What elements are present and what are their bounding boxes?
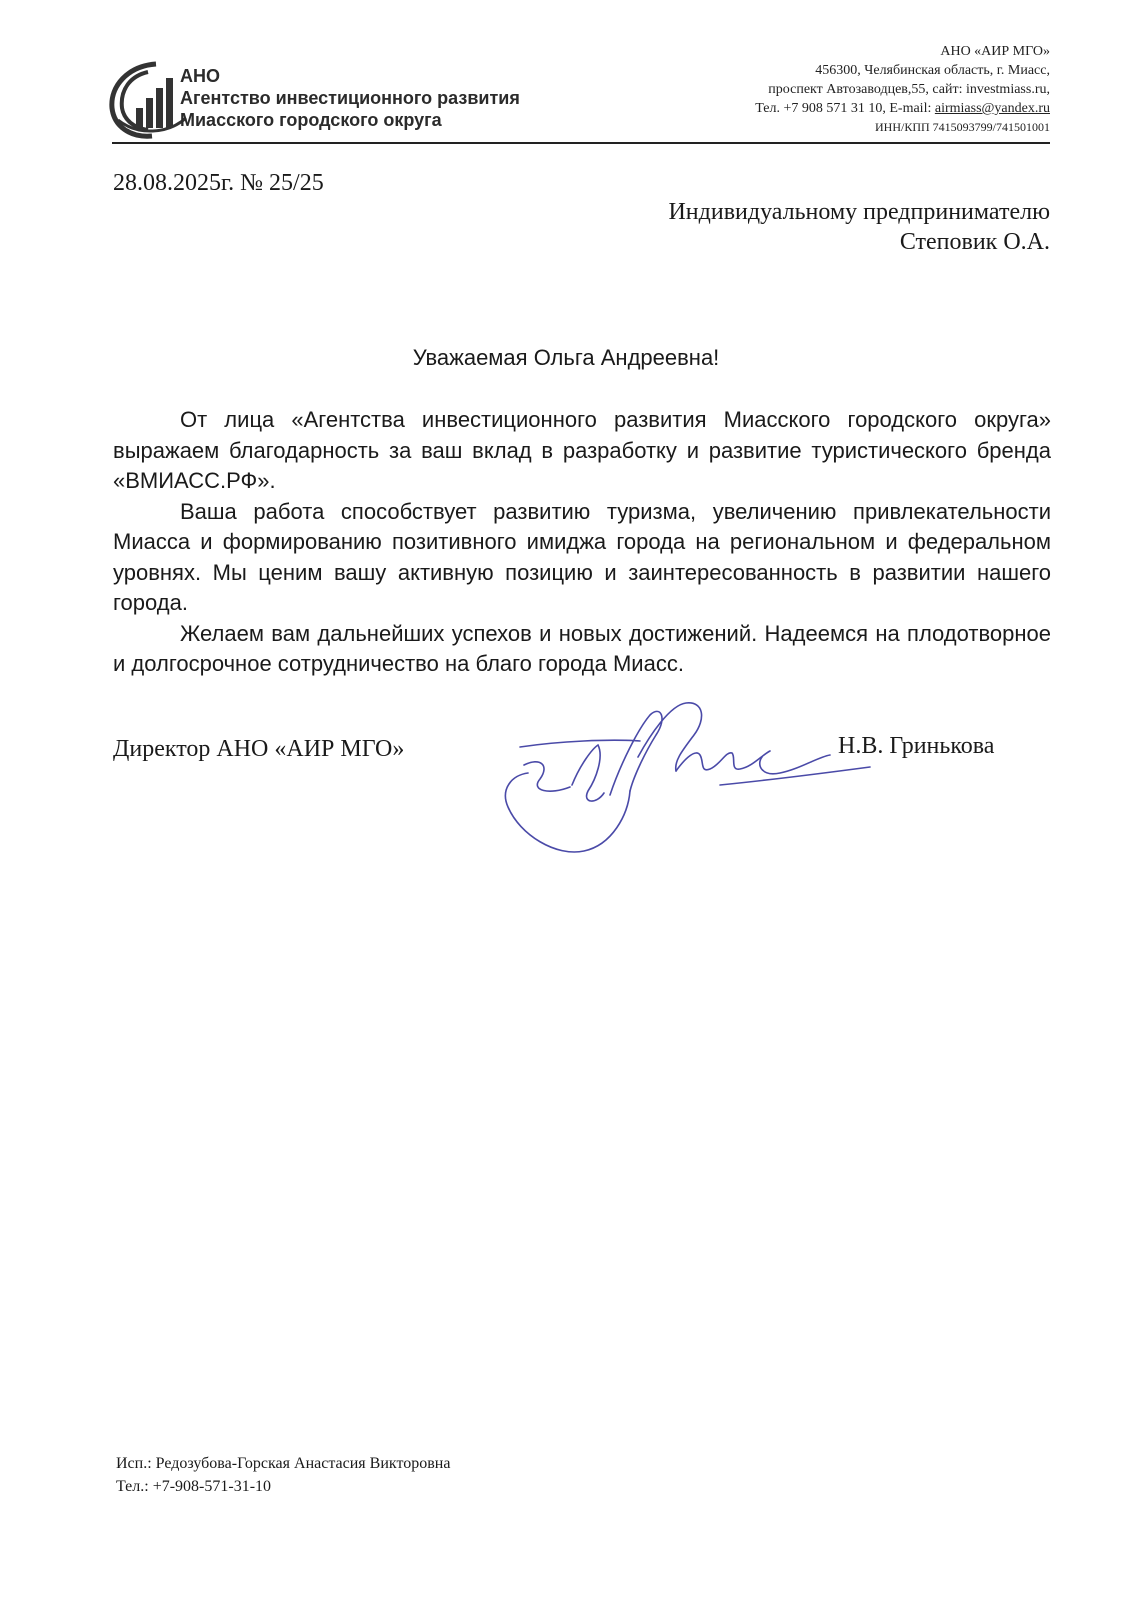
executor-block: [116, 1452, 450, 1498]
letterhead-divider: [112, 142, 1050, 144]
organization-name: [180, 66, 520, 131]
req-phone: Тел. +7 908 571 31 10, E-mail:: [755, 101, 935, 116]
signer-role: Директор АНО «АИР МГО»: [113, 736, 405, 762]
req-inn: ИНН/КПП 7415093799/741501001: [874, 120, 1050, 134]
org-line-2: Миасского городского округа: [180, 110, 442, 130]
signer-name: Н.В. Гринькова: [838, 733, 995, 759]
req-name: АНО «АИР МГО»: [940, 44, 1050, 59]
req-address-2: проспект Автозаводцев,55, сайт: investmiass.ru,: [768, 82, 1050, 97]
date-number: 28.08.2025г. № 25/25: [113, 170, 324, 196]
greeting: Уважаемая Ольга Андреевна!: [412, 345, 720, 370]
letter-body: [113, 405, 1051, 680]
paragraph: От лица «Агентства инвестиционного развития Миасского городского округа» выражаем благодарность за ваш вклад в разработку и развитие туристического бренда «ВМИАСС.РФ».: [113, 407, 1051, 493]
paragraph: Ваша работа способствует развитию туризма, увеличению привлекательности Миасса и формированию позитивного имиджа города на региональном и федеральном уровнях. Мы ценим вашу активную позицию и заинтересованность в развитии нашего города.: [113, 498, 1051, 615]
addressee-title: Индивидуальному предпринимателю: [668, 199, 1050, 225]
org-short: АНО: [180, 66, 220, 86]
handwritten-signature-icon: [500, 695, 880, 860]
paragraph: Желаем вам дальнейших успехов и новых достижений. Надеемся на плодотворное и долгосрочное сотрудничество на благо города Миасс.: [113, 620, 1051, 676]
addressee-name: Степовик О.А.: [899, 229, 1050, 255]
req-address-1: 456300, Челябинская область, г. Миасс,: [815, 63, 1050, 78]
executor-phone: Тел.: +7-908-571-31-10: [116, 1478, 272, 1495]
addressee: [668, 197, 1050, 257]
requisites-block: [755, 42, 1050, 137]
executor-name: Исп.: Редозубова-Горская Анастасия Викторовна: [116, 1455, 451, 1472]
req-email-link[interactable]: airmiass@yandex.ru: [934, 101, 1050, 116]
agency-logo-icon: [108, 58, 188, 140]
req-contacts: [755, 99, 1050, 118]
org-line-1: Агентство инвестиционного развития: [180, 88, 520, 108]
